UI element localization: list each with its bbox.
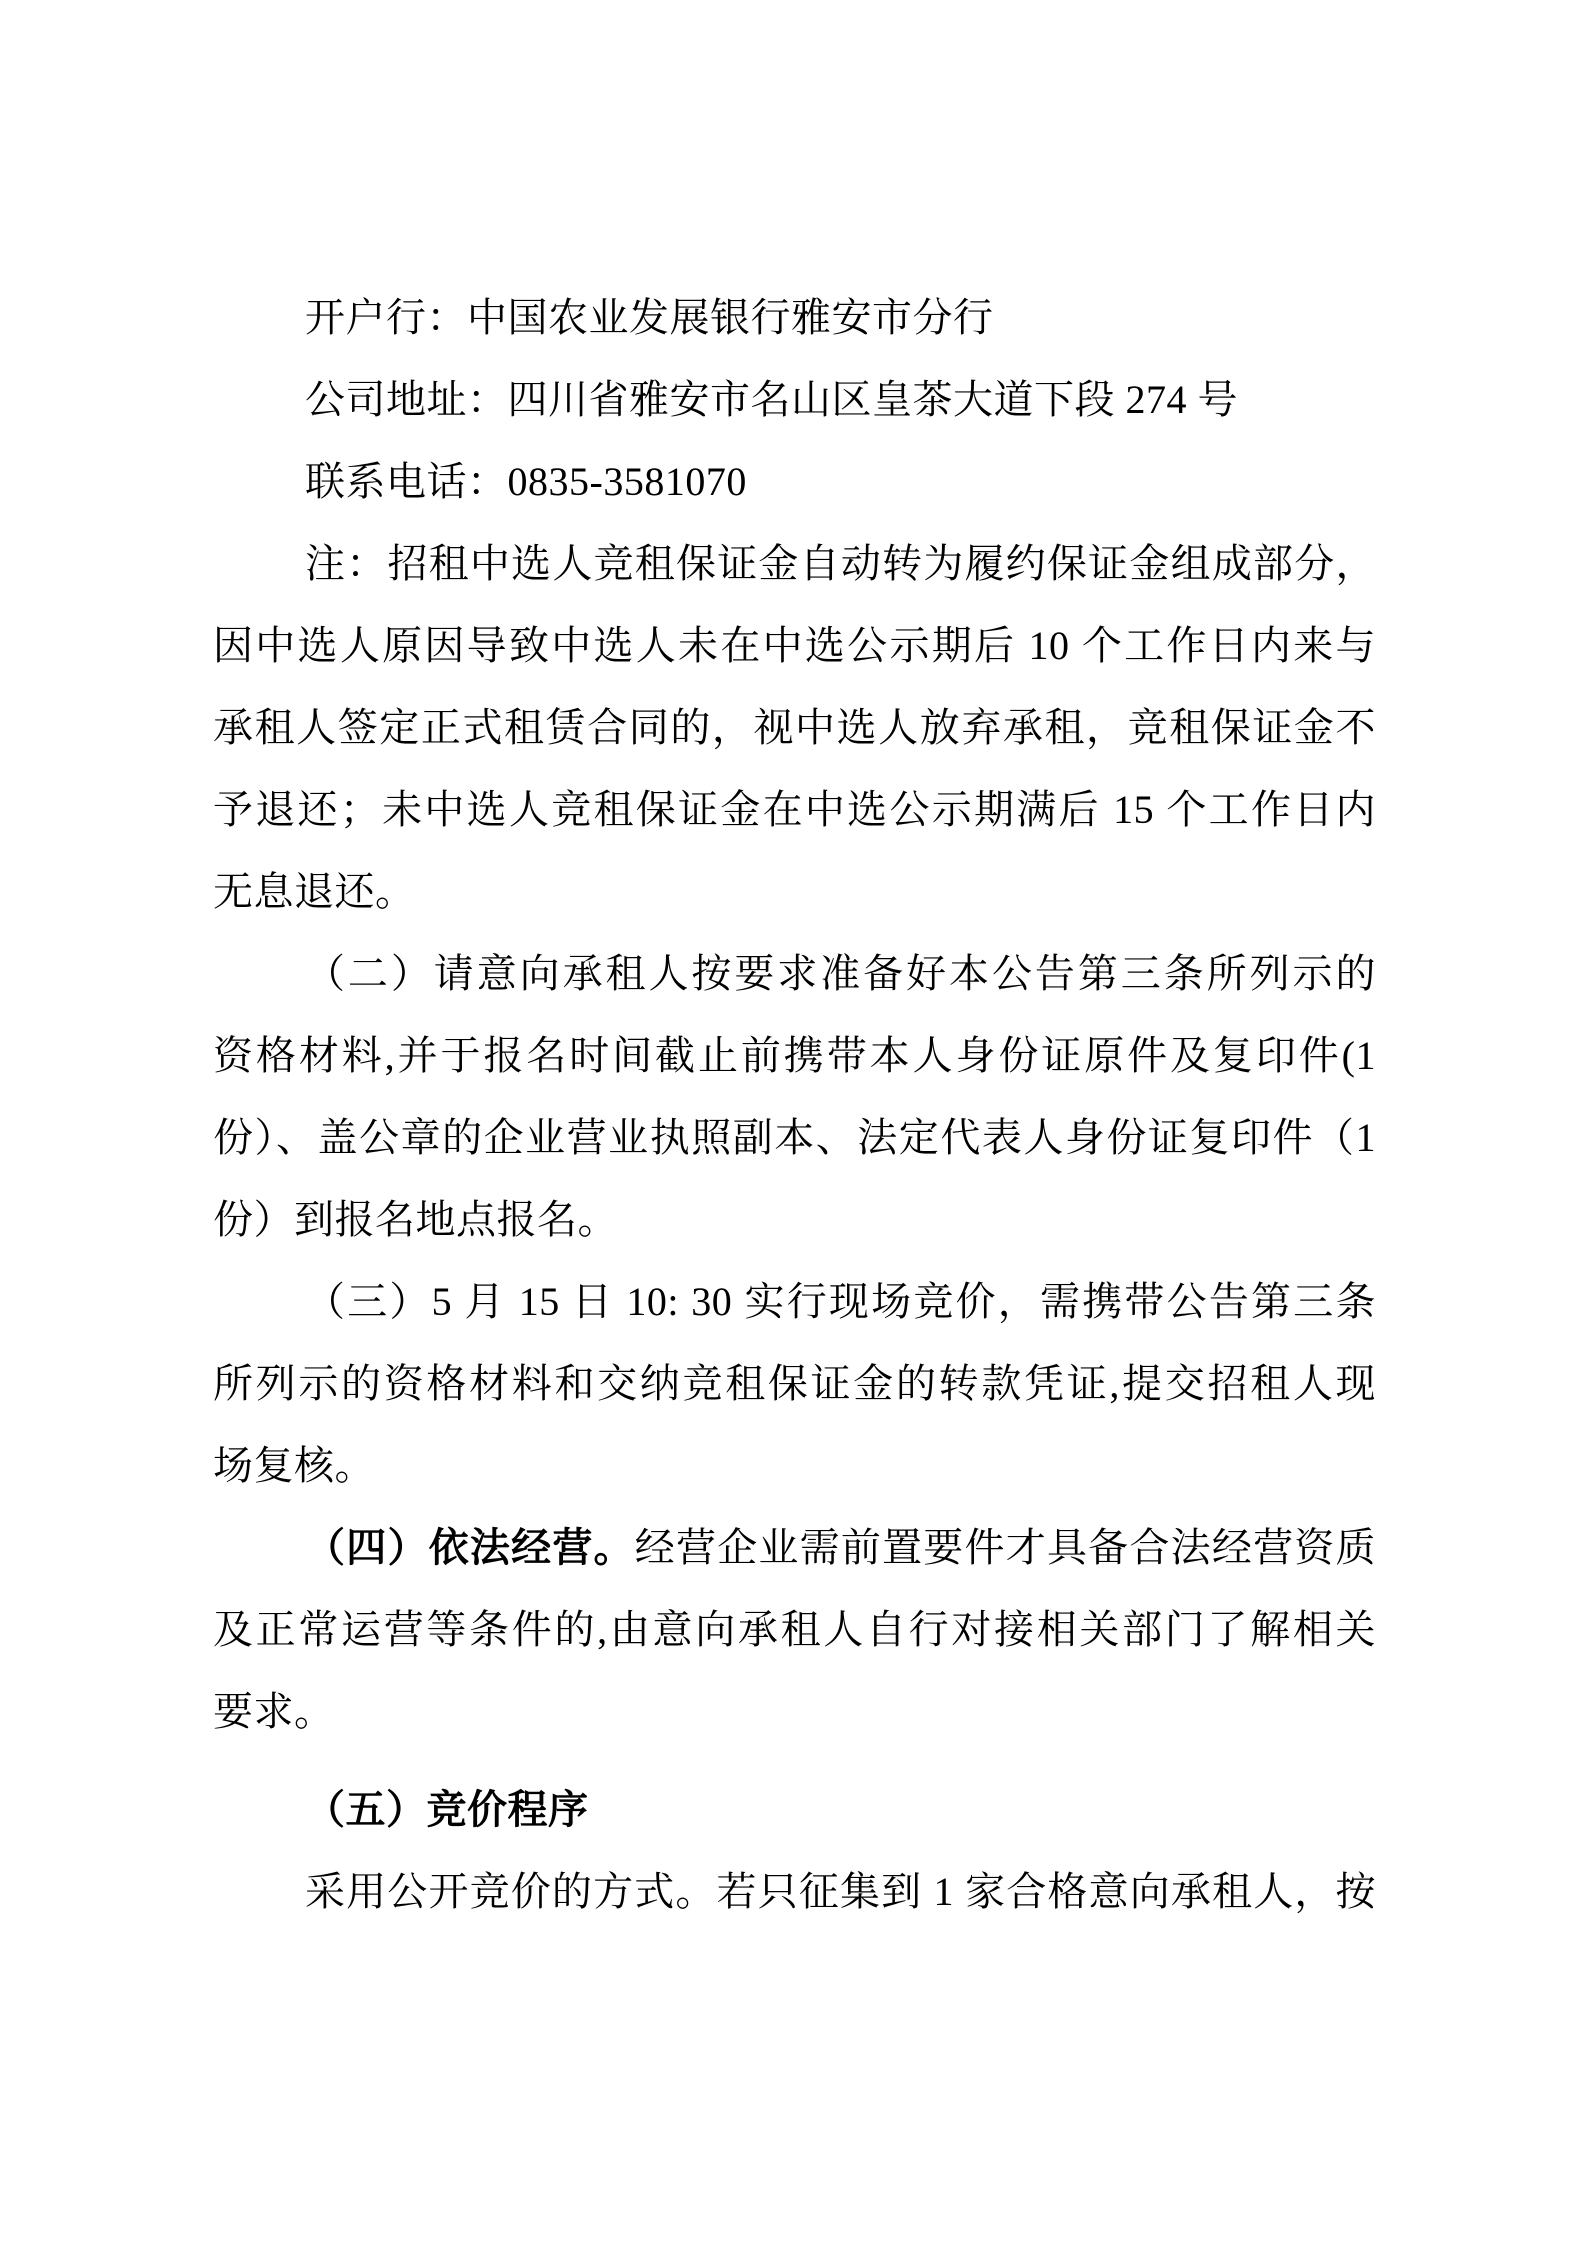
document-content xyxy=(213,277,1376,1933)
text-line xyxy=(213,1589,1376,1671)
body-text: 公司地址：四川省雅安市名山区皇茶大道下段 274 号 xyxy=(305,377,1238,422)
text-line xyxy=(213,1507,1376,1589)
body-text: 场复核。 xyxy=(213,1443,375,1488)
body-text: 及正常运营等条件的,由意向承租人自行对接相关部门了解相关 xyxy=(213,1607,1376,1652)
body-text: 采用公开竞价的方式。若只征集到 1 家合格意向承租人，按 xyxy=(305,1869,1376,1914)
text-line xyxy=(213,1015,1376,1097)
body-text: 资格材料,并于报名时间截止前携带本人身份证原件及复印件(1 xyxy=(213,1033,1376,1078)
body-text: 联系电话：0835-3581070 xyxy=(305,459,747,504)
note-paragraph xyxy=(213,523,1376,933)
phone-line xyxy=(213,441,1376,523)
body-text: （三）5 月 15 日 10: 30 实行现场竞价，需携带公告第三条 xyxy=(305,1279,1376,1324)
text-line xyxy=(213,1851,1376,1933)
text-line xyxy=(213,687,1376,769)
text-line xyxy=(213,523,1376,605)
bold-text: （五）竞价程序 xyxy=(305,1787,589,1832)
body-text: 开户行：中国农业发展银行雅安市分行 xyxy=(305,295,994,340)
body-text: 份）到报名地点报名。 xyxy=(213,1197,618,1242)
item-4-paragraph xyxy=(213,1507,1376,1753)
text-line xyxy=(213,1425,1376,1507)
body-text: 予退还；未中选人竞租保证金在中选公示期满后 15 个工作日内 xyxy=(213,787,1376,832)
text-line xyxy=(213,851,1376,933)
text-line xyxy=(213,1261,1376,1343)
body-text: 所列示的资格材料和交纳竞租保证金的转款凭证,提交招租人现 xyxy=(213,1361,1376,1406)
text-line xyxy=(213,441,1376,523)
body-text: 承租人签定正式租赁合同的，视中选人放弃承租，竞租保证金不 xyxy=(213,705,1376,750)
text-line xyxy=(213,1097,1376,1179)
bold-text: （四）依法经营。 xyxy=(305,1525,635,1570)
text-line xyxy=(213,359,1376,441)
text-line xyxy=(213,933,1376,1015)
item-5-heading xyxy=(213,1769,1376,1851)
text-line xyxy=(213,1671,1376,1753)
text-line xyxy=(213,1769,1376,1851)
body-text: （二）请意向承租人按要求准备好本公告第三条所列示的 xyxy=(305,951,1376,996)
body-text: 注：招租中选人竞租保证金自动转为履约保证金组成部分， xyxy=(305,541,1376,586)
text-line xyxy=(213,1343,1376,1425)
item-3-paragraph xyxy=(213,1261,1376,1507)
text-line xyxy=(213,1179,1376,1261)
text-line xyxy=(213,605,1376,687)
text-line xyxy=(213,769,1376,851)
bank-line xyxy=(213,277,1376,359)
text-line xyxy=(213,277,1376,359)
item-2-paragraph xyxy=(213,933,1376,1261)
body-text: 无息退还。 xyxy=(213,869,416,914)
body-text: 因中选人原因导致中选人未在中选公示期后 10 个工作日内来与 xyxy=(213,623,1376,668)
body-text: 经营企业需前置要件才具备合法经营资质 xyxy=(634,1525,1377,1570)
body-text: 份）、盖公章的企业营业执照副本、法定代表人身份证复印件（1 xyxy=(213,1115,1376,1160)
body-text: 要求。 xyxy=(213,1689,335,1734)
bidding-procedure-paragraph xyxy=(213,1851,1376,1933)
address-line xyxy=(213,359,1376,441)
